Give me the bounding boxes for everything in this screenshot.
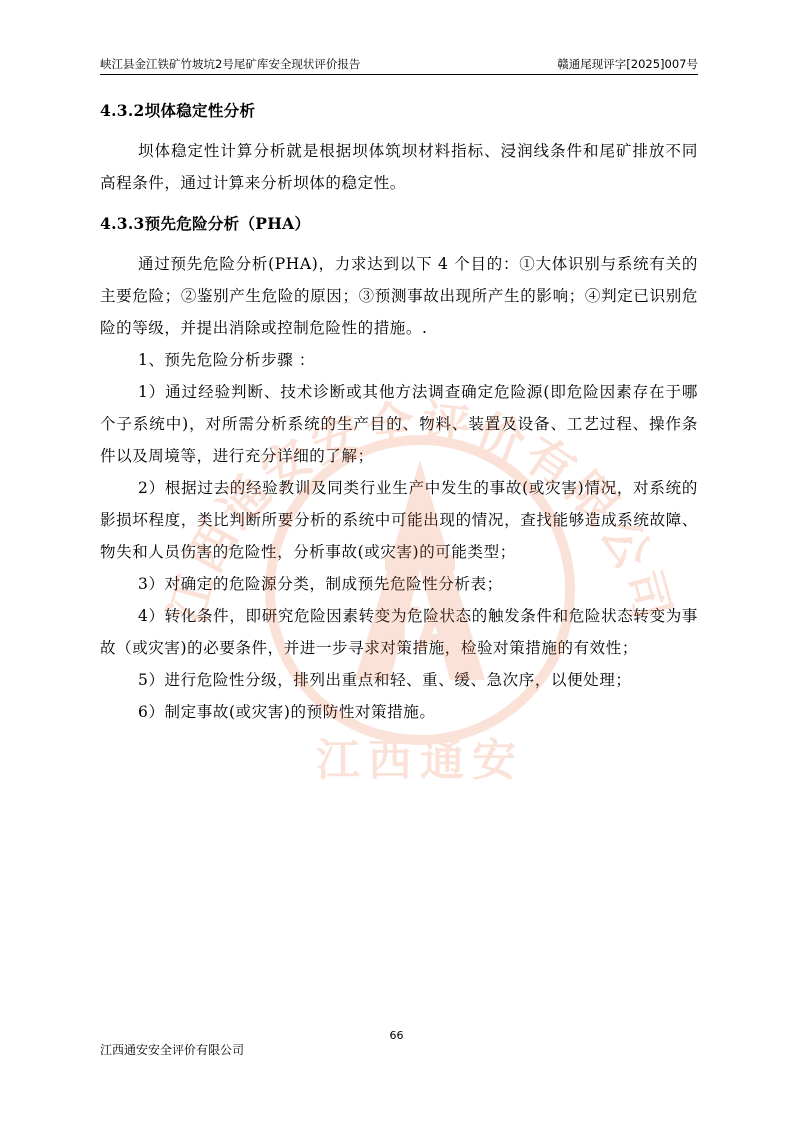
paragraph-step-5: 5）进行危险性分级，排列出重点和轻、重、缓、急次序，以便处理； [138, 671, 632, 689]
document-body [100, 96, 698, 728]
paragraph-step-2: 2）根据过去的经验教训及同类行业生产中发生的事故(或灾害)情况，对系统的影损坏程度，类比判断所要分析的系统中可能出现的情况，查找能够造成系统故障、物失和人员伤害的危险性，分析事故(或灾害)的可能类型； [100, 479, 698, 561]
page-number: 66 [389, 1029, 404, 1042]
header-report-number: 赣通尾现评字[2025]007号 [557, 57, 698, 71]
section-heading-dam-stability: 4.3.2坝体稳定性分析 [100, 101, 256, 120]
seal-arc-text: 江西通安安全评价有限公司 [158, 394, 682, 630]
seal-logo-letters: TA [378, 595, 462, 665]
paragraph-step-4: 4）转化条件，即研究危险因素转变为危险状态的触发条件和危险状态转变为事故（或灾害)的必要条件，并进一步寻求对策措施，检验对策措施的有效性； [100, 607, 698, 657]
header-report-title: 峡江县金江铁矿竹坡坑2号尾矿库安全现状评价报告 [100, 57, 361, 71]
paragraph-dam-stability: 坝体稳定性计算分析就是根据坝体筑坝材料指标、浸润线条件和尾矿排放不同高程条件，通过计算来分析坝体的稳定性。 [100, 142, 698, 192]
seal-bottom-text: 江西通安 [316, 735, 524, 786]
paragraph-step-3: 3）对确定的危险源分类，制成预先危险性分析表； [138, 575, 503, 593]
paragraph-pha-steps-title: 1、预先危险分析步骤 ： [138, 351, 315, 369]
paragraph-pha-intro: 通过预先危险分析(PHA)，力求达到以下 4 个目的：①大体识别与系统有关的主要危险；②鉴别产生危险的原因；③预测事故出现所产生的影响；④判定已识别危险的等级，并提出消除或控制危险性的措施。. [100, 255, 698, 337]
paragraph-step-1: 1）通过经验判断、技术诊断或其他方法调查确定危险源(即危险因素存在于哪个子系统中)，对所需分析系统的生产目的、物料、装置及设备、工艺过程、操作条件以及周境等，进行充分详细的了解； [100, 383, 698, 465]
paragraph-step-6: 6）制定事故(或灾害)的预防性对策措施。 [138, 703, 436, 721]
page-header [100, 56, 698, 75]
section-heading-pha: 4.3.3预先危险分析（PHA） [100, 214, 311, 233]
footer-company-name: 江西通安安全评价有限公司 [100, 1043, 245, 1057]
